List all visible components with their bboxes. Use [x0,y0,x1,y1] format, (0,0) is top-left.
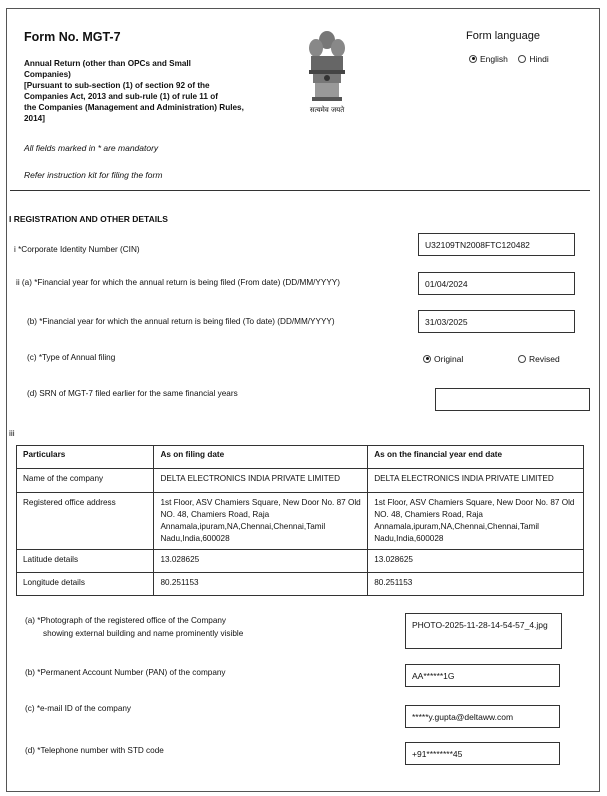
table-cell[interactable]: 1st Floor, ASV Chamiers Square, New Door No. 87 Old NO. 48, Chamiers Road, Raja Annamala,ipuram,NA,Chennai,Chennai,Tamil Nadu,India,600028 [154,493,368,550]
subtitle-line: Companies Act, 2013 and sub-rule (1) of rule 11 of [24,92,218,101]
photo-label: (a) *Photograph of the registered office of the Company [25,616,227,625]
mandatory-note: All fields marked in * are mandatory [24,143,159,153]
table-row [17,469,584,493]
radio-button[interactable] [423,355,431,363]
filing-type-label: (c) *Type of Annual filing [27,353,116,362]
subtitle-line: 2014] [24,114,45,123]
column-header: As on the financial year end date [368,446,584,469]
phone-field[interactable]: +91********45 [405,742,560,765]
table-cell[interactable]: 80.251153 [368,573,584,596]
instruction-note: Refer instruction kit for filing the form [24,170,163,180]
email-label: (c) *e-mail ID of the company [25,704,132,713]
state-emblem [302,26,352,118]
filing-type-radio-original[interactable] [423,353,463,364]
subtitle-line: Companies) [24,70,71,79]
table-cell[interactable]: DELTA ELECTRONICS INDIA PRIVATE LIMITED [368,469,584,493]
table-cell: Longitude details [17,573,154,596]
cin-label: i *Corporate Identity Number (CIN) [14,245,140,254]
table-cell: Registered office address [17,493,154,550]
header-divider [10,190,590,191]
language-option-english[interactable] [469,53,510,63]
form-number: Form No. MGT-7 [24,30,121,44]
pan-label: (b) *Permanent Account Number (PAN) of the company [25,668,226,677]
table-cell[interactable]: 80.251153 [154,573,368,596]
table-cell[interactable]: 13.028625 [368,550,584,573]
table-cell[interactable]: 13.028625 [154,550,368,573]
cin-field[interactable]: U32109TN2008FTC120482 [418,233,575,256]
language-option-label: English [480,53,508,64]
column-header: As on filing date [154,446,368,469]
phone-label: (d) *Telephone number with STD code [25,746,164,755]
fy-from-label: ii (a) *Financial year for which the annual return is being filed (From date) (DD/MM/YYYY) [16,278,340,287]
radio-button[interactable] [518,55,526,63]
language-option-label: Hindi [529,53,549,64]
filing-option-label: Revised [529,353,560,364]
subtitle-line: [Pursuant to sub-section (1) of section 92 of the [24,81,210,90]
radio-button[interactable] [518,355,526,363]
language-option-hindi[interactable] [518,53,548,63]
filing-type-radio-revised[interactable] [518,353,560,364]
column-header: Particulars [17,446,154,469]
item-iii-label: iii [9,428,15,438]
form-language-title: Form language [466,30,540,42]
radio-button[interactable] [469,55,477,63]
emblem-caption: सत्यमेव जयते [309,106,345,114]
form-subtitle [24,58,284,124]
table-row [17,550,584,573]
language-radio-group [469,53,549,64]
filing-option-label: Original [434,353,464,364]
table-cell[interactable]: DELTA ELECTRONICS INDIA PRIVATE LIMITED [154,469,368,493]
state-emblem-icon [302,26,352,118]
section-title: I REGISTRATION AND OTHER DETAILS [9,214,168,224]
photo-field[interactable]: PHOTO-2025-11-28-14-54-57_4.jpg [405,613,562,649]
srn-field[interactable] [435,388,590,411]
fy-to-field[interactable]: 31/03/2025 [418,310,575,333]
fy-to-label: (b) *Financial year for which the annual return is being filed (To date) (DD/MM/YYYY) [27,317,335,326]
address-table [16,445,584,596]
pan-field[interactable]: AA******1G [405,664,560,687]
fy-from-field[interactable]: 01/04/2024 [418,272,575,295]
email-field[interactable]: *****y.gupta@deltaww.com [405,705,560,728]
photo-label-2: showing external building and name prominently visible [43,629,244,638]
table-cell: Name of the company [17,469,154,493]
srn-label: (d) SRN of MGT-7 filed earlier for the same financial years [27,389,238,398]
subtitle-line: the Companies (Management and Administration) Rules, [24,103,244,112]
subtitle-line: Annual Return (other than OPCs and Small [24,59,191,68]
table-cell[interactable]: 1st Floor, ASV Chamiers Square, New Door No. 87 Old NO. 48, Chamiers Road, Raja Annamala,ipuram,NA,Chennai,Chennai,Tamil Nadu,India,600028 [368,493,584,550]
table-row [17,573,584,596]
table-row [17,493,584,550]
table-header-row [17,446,584,469]
table-cell: Latitude details [17,550,154,573]
